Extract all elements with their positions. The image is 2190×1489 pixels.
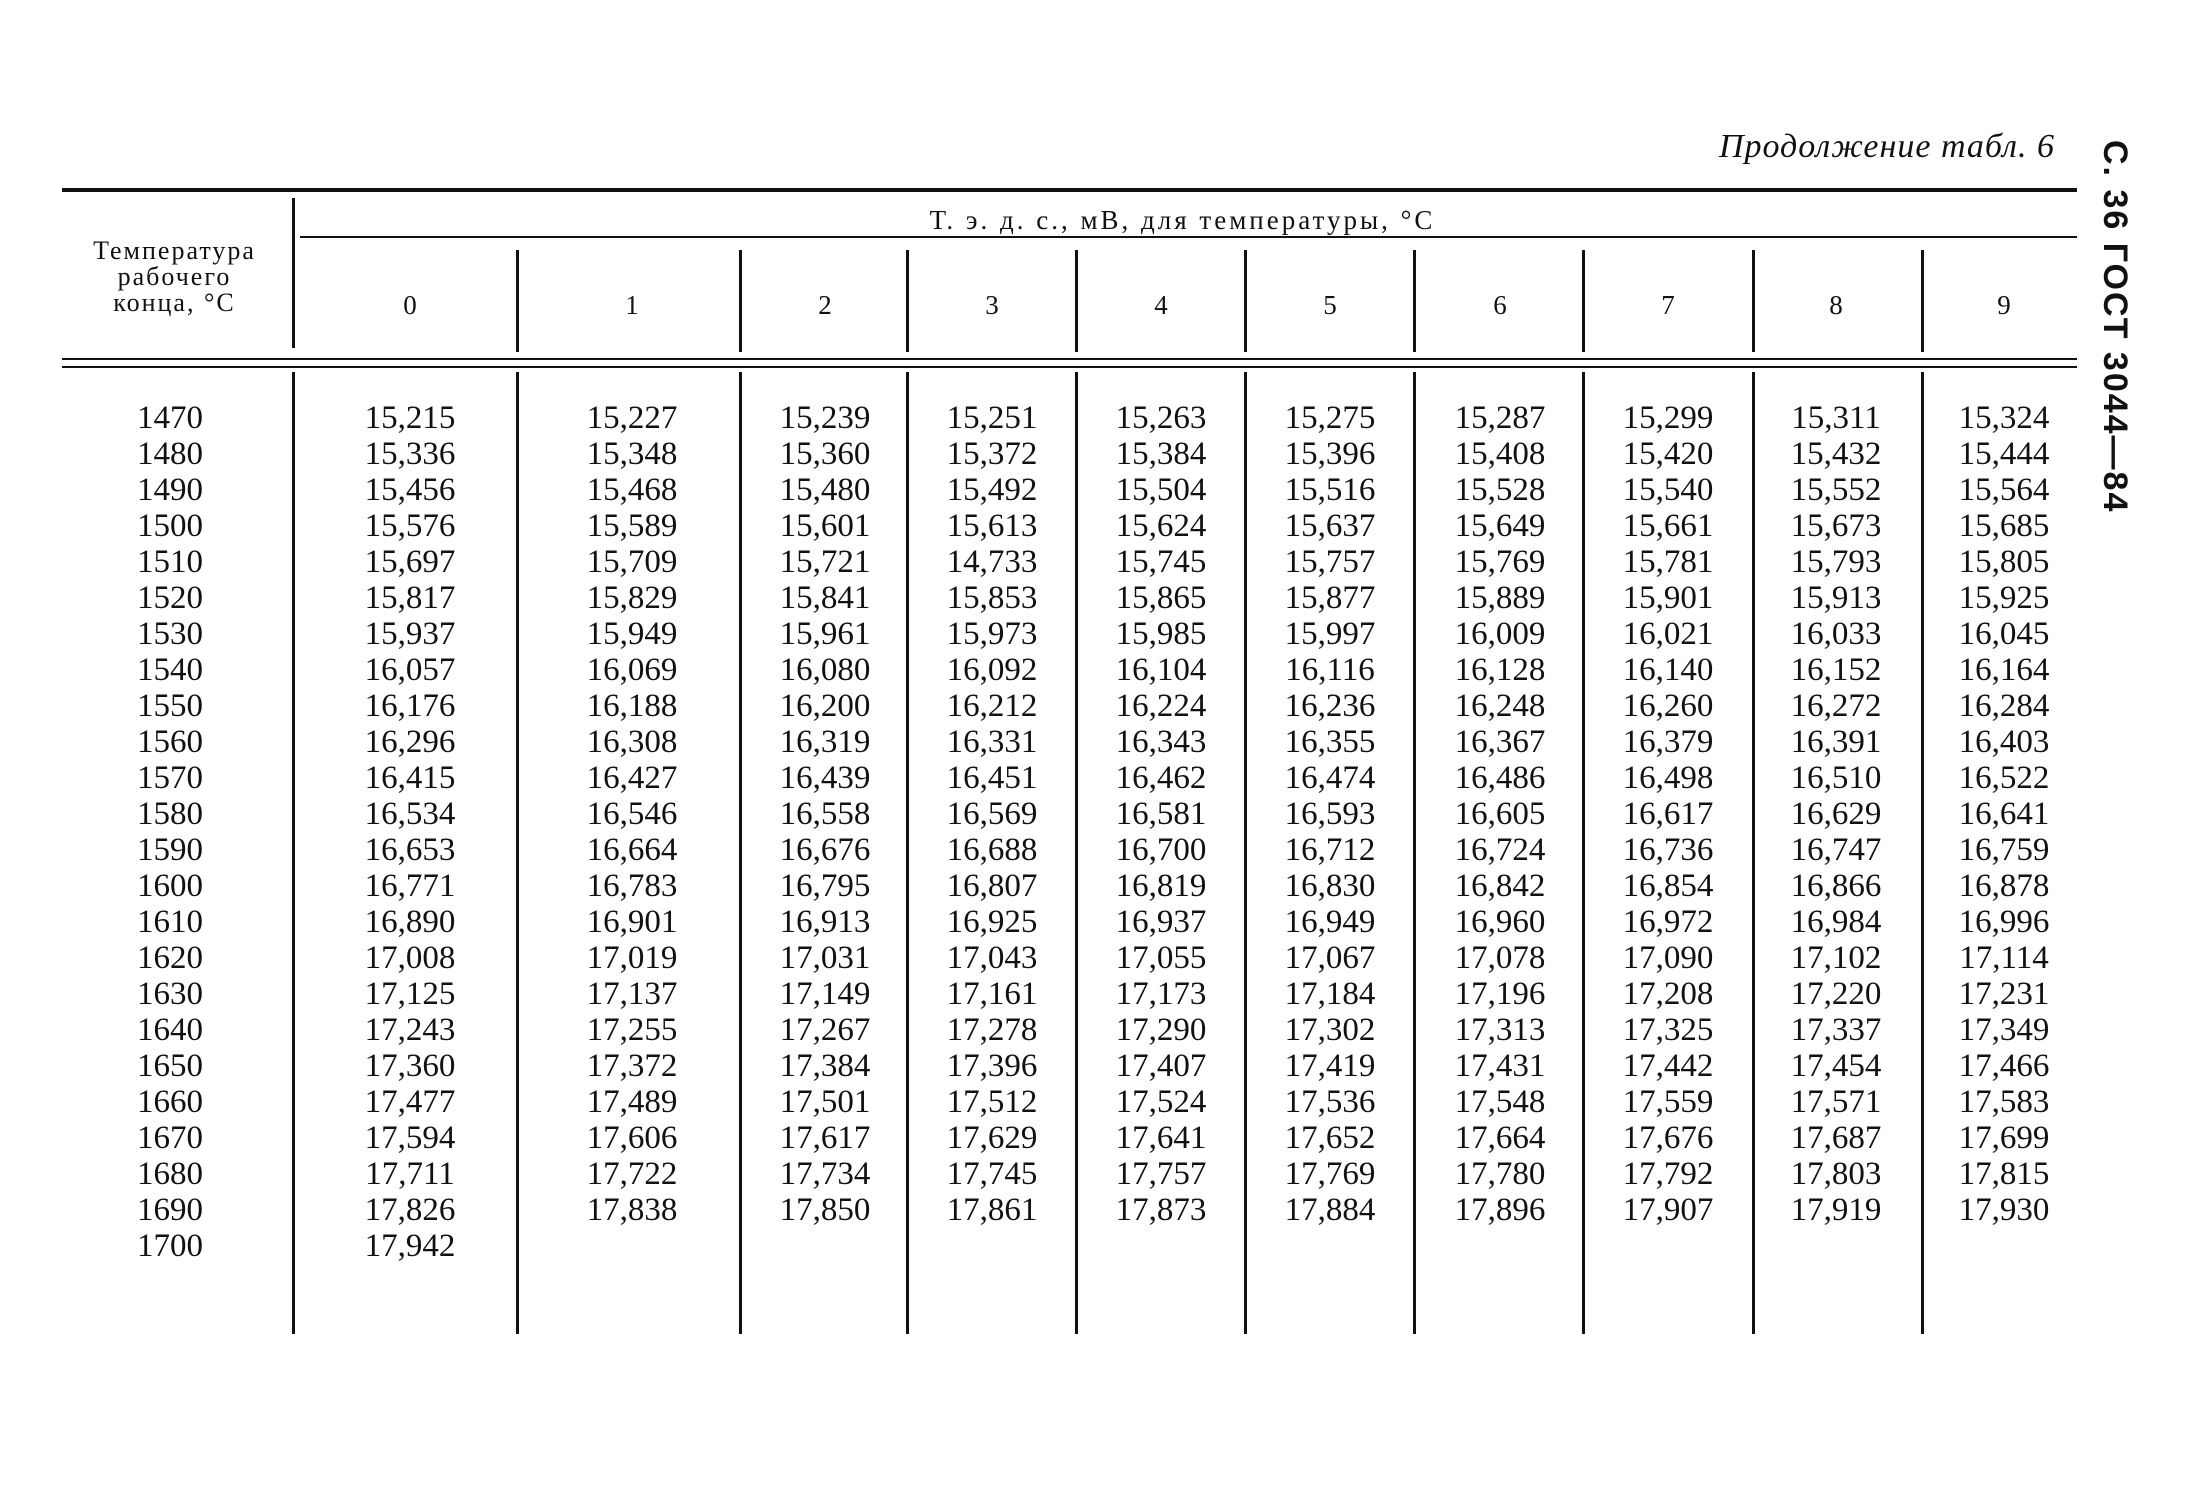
- table-cell: 17,722: [586, 1156, 678, 1192]
- table-cell: 16,676: [779, 832, 871, 868]
- table-cell: 16,960: [1454, 904, 1546, 940]
- table-cell: 16,212: [946, 688, 1038, 724]
- table-cell: 15,913: [1790, 580, 1882, 616]
- table-cell: 15,251: [946, 400, 1038, 436]
- table-cell: 17,524: [1115, 1084, 1207, 1120]
- table-cell: 16,021: [1622, 616, 1714, 652]
- table-cell: 16,319: [779, 724, 871, 760]
- row-label: 1570: [137, 760, 203, 796]
- table-cell: 16,913: [779, 904, 871, 940]
- table-cell: 15,432: [1790, 436, 1882, 472]
- table-cell: 16,842: [1454, 868, 1546, 904]
- table-cell: 15,721: [779, 544, 871, 580]
- stub-header-line: рабочего: [117, 262, 232, 291]
- table-cell: 16,498: [1622, 760, 1714, 796]
- row-label: 1660: [137, 1084, 203, 1120]
- column-header: 4: [1154, 290, 1168, 320]
- table-cell: 16,925: [946, 904, 1038, 940]
- table-cell: 16,759: [1958, 832, 2050, 868]
- table-cell: 17,629: [946, 1120, 1038, 1156]
- row-label: 1510: [137, 544, 203, 580]
- row-label: 1540: [137, 652, 203, 688]
- table-cell: 15,937: [364, 616, 456, 652]
- table-cell: 16,272: [1790, 688, 1882, 724]
- table-cell: 17,861: [946, 1192, 1038, 1228]
- table-cell: 16,878: [1958, 868, 2050, 904]
- row-label: 1670: [137, 1120, 203, 1156]
- table-cell: 15,348: [586, 436, 678, 472]
- table-cell: 15,877: [1284, 580, 1376, 616]
- row-label: 1610: [137, 904, 203, 940]
- table-cell: 16,092: [946, 652, 1038, 688]
- table-cell: 16,403: [1958, 724, 2050, 760]
- table-cell: 17,255: [586, 1012, 678, 1048]
- row-label: 1530: [137, 616, 203, 652]
- column-header: 7: [1661, 290, 1675, 320]
- data-column-1: [562, 400, 702, 1228]
- table-cell: 16,236: [1284, 688, 1376, 724]
- table-cell: 17,114: [1959, 940, 2049, 976]
- table-cell: 17,407: [1115, 1048, 1207, 1084]
- table-cell: 16,700: [1115, 832, 1207, 868]
- table-cell: 16,069: [586, 652, 678, 688]
- table-cell: 17,078: [1454, 940, 1546, 976]
- table-cell: 16,688: [946, 832, 1038, 868]
- data-column-8: [1766, 400, 1906, 1228]
- table-top-rule: [62, 188, 2077, 192]
- row-label: 1650: [137, 1048, 203, 1084]
- spanning-header: Т. э. д. с., мВ, для температуры, °C: [929, 205, 1436, 235]
- table-cell: 17,055: [1115, 940, 1207, 976]
- table-cell: 17,090: [1622, 940, 1714, 976]
- table-cell: 17,196: [1454, 976, 1546, 1012]
- stub-header: [62, 238, 287, 316]
- table-cell: 15,589: [586, 508, 678, 544]
- row-label: 1680: [137, 1156, 203, 1192]
- data-column-4: [1091, 400, 1231, 1228]
- standard-number: С. 36 ГОСТ 3044—84: [2096, 140, 2134, 514]
- table-cell: 16,439: [779, 760, 871, 796]
- table-cell: 15,444: [1958, 436, 2050, 472]
- table-cell: 15,613: [946, 508, 1038, 544]
- table-cell: 15,889: [1454, 580, 1546, 616]
- table-cell: 17,512: [946, 1084, 1038, 1120]
- table-cell: 15,480: [779, 472, 871, 508]
- table-cell: 16,736: [1622, 832, 1714, 868]
- column-header: 5: [1323, 290, 1337, 320]
- table-cell: 15,709: [586, 544, 678, 580]
- table-cell: 17,652: [1284, 1120, 1376, 1156]
- table-cell: 17,606: [586, 1120, 678, 1156]
- table-cell: 16,116: [1285, 652, 1375, 688]
- header-span-rule: [300, 236, 2077, 238]
- table-cell: 17,699: [1958, 1120, 2050, 1156]
- table-cell: 15,817: [364, 580, 456, 616]
- column-header: 9: [1997, 290, 2011, 320]
- stub-header-line: конца, °C: [113, 288, 236, 317]
- table-cell: 15,468: [586, 472, 678, 508]
- table-cell: 15,901: [1622, 580, 1714, 616]
- table-cell: 17,930: [1958, 1192, 2050, 1228]
- table-cell: 15,311: [1791, 400, 1881, 436]
- table-cell: 16,462: [1115, 760, 1207, 796]
- row-label: 1690: [137, 1192, 203, 1228]
- table-cell: 15,528: [1454, 472, 1546, 508]
- column-header: 8: [1829, 290, 1843, 320]
- table-cell: 15,673: [1790, 508, 1882, 544]
- table-cell: 16,260: [1622, 688, 1714, 724]
- table-cell: 16,629: [1790, 796, 1882, 832]
- table-cell: 16,653: [364, 832, 456, 868]
- table-cell: 15,973: [946, 616, 1038, 652]
- table-cell: 15,324: [1958, 400, 2050, 436]
- table-cell: 16,996: [1958, 904, 2050, 940]
- table-cell: 17,149: [779, 976, 871, 1012]
- table-cell: 16,045: [1958, 616, 2050, 652]
- table-cell: 15,624: [1115, 508, 1207, 544]
- table-cell: 17,466: [1958, 1048, 2050, 1084]
- table-cell: 17,489: [586, 1084, 678, 1120]
- table-cell: 16,104: [1115, 652, 1207, 688]
- row-label: 1630: [137, 976, 203, 1012]
- table-cell: 17,419: [1284, 1048, 1376, 1084]
- table-cell: 15,372: [946, 436, 1038, 472]
- table-cell: 16,807: [946, 868, 1038, 904]
- table-cell: 17,243: [364, 1012, 456, 1048]
- table-cell: 17,919: [1790, 1192, 1882, 1228]
- table-cell: 16,128: [1454, 652, 1546, 688]
- data-column-9: [1934, 400, 2074, 1228]
- data-column-7: [1598, 400, 1738, 1228]
- table-cell: 15,456: [364, 472, 456, 508]
- table-cell: 16,558: [779, 796, 871, 832]
- table-cell: 16,747: [1790, 832, 1882, 868]
- table-cell: 15,805: [1958, 544, 2050, 580]
- table-cell: 17,896: [1454, 1192, 1546, 1228]
- table-cell: 16,057: [364, 652, 456, 688]
- table-cell: 15,865: [1115, 580, 1207, 616]
- row-label: 1590: [137, 832, 203, 868]
- table-cell: 16,176: [364, 688, 456, 724]
- table-cell: 16,664: [586, 832, 678, 868]
- table-cell: 16,296: [364, 724, 456, 760]
- table-cell: 16,581: [1115, 796, 1207, 832]
- table-cell: 16,534: [364, 796, 456, 832]
- table-cell: 16,984: [1790, 904, 1882, 940]
- table-cell: 16,379: [1622, 724, 1714, 760]
- table-cell: 17,019: [586, 940, 678, 976]
- table-cell: 17,873: [1115, 1192, 1207, 1228]
- table-cell: 17,536: [1284, 1084, 1376, 1120]
- table-cell: 17,349: [1958, 1012, 2050, 1048]
- table-cell: 17,102: [1790, 940, 1882, 976]
- table-cell: 16,415: [364, 760, 456, 796]
- table-cell: 16,200: [779, 688, 871, 724]
- table-cell: 15,829: [586, 580, 678, 616]
- table-cell: 15,576: [364, 508, 456, 544]
- row-label: 1520: [137, 580, 203, 616]
- table-cell: 17,548: [1454, 1084, 1546, 1120]
- table-cell: 17,008: [364, 940, 456, 976]
- table-cell: 15,949: [586, 616, 678, 652]
- table-cell: 17,067: [1284, 940, 1376, 976]
- table-cell: 17,360: [364, 1048, 456, 1084]
- table-cell: 16,284: [1958, 688, 2050, 724]
- table-cell: 17,396: [946, 1048, 1038, 1084]
- table-cell: 15,360: [779, 436, 871, 472]
- table-cell: 17,161: [946, 976, 1038, 1012]
- table-cell: 16,427: [586, 760, 678, 796]
- table-cell: 16,949: [1284, 904, 1376, 940]
- table-cell: 15,492: [946, 472, 1038, 508]
- table-cell: 15,769: [1454, 544, 1546, 580]
- table-cell: 15,697: [364, 544, 456, 580]
- table-cell: 17,031: [779, 940, 871, 976]
- table-cell: 17,850: [779, 1192, 871, 1228]
- table-cell: 16,712: [1284, 832, 1376, 868]
- table-cell: 17,442: [1622, 1048, 1714, 1084]
- row-label: 1640: [137, 1012, 203, 1048]
- table-cell: 17,454: [1790, 1048, 1882, 1084]
- column-header: 1: [625, 290, 639, 320]
- table-cell: 16,522: [1958, 760, 2050, 796]
- table-cell: 16,593: [1284, 796, 1376, 832]
- table-cell: 15,239: [779, 400, 871, 436]
- table-cell: 17,826: [364, 1192, 456, 1228]
- table-cell: 17,173: [1115, 976, 1207, 1012]
- table-cell: 17,676: [1622, 1120, 1714, 1156]
- table-cell: 16,152: [1790, 652, 1882, 688]
- column-header: 0: [403, 290, 417, 320]
- table-cell: 15,793: [1790, 544, 1882, 580]
- row-label: 1620: [137, 940, 203, 976]
- table-cell: 15,649: [1454, 508, 1546, 544]
- data-column-6: [1430, 400, 1570, 1228]
- table-cell: 15,396: [1284, 436, 1376, 472]
- table-cell: 17,313: [1454, 1012, 1546, 1048]
- table-cell: 15,601: [779, 508, 871, 544]
- table-cell: 17,594: [364, 1120, 456, 1156]
- table-cell: 16,474: [1284, 760, 1376, 796]
- table-cell: 16,331: [946, 724, 1038, 760]
- table-cell: 17,907: [1622, 1192, 1714, 1228]
- header-bottom-rule-2: [62, 366, 2077, 368]
- table-cell: 17,477: [364, 1084, 456, 1120]
- table-cell: 16,866: [1790, 868, 1882, 904]
- table-cell: 17,792: [1622, 1156, 1714, 1192]
- table-cell: 15,685: [1958, 508, 2050, 544]
- table-cell: 17,431: [1454, 1048, 1546, 1084]
- table-cell: 16,486: [1454, 760, 1546, 796]
- table-cell: 17,559: [1622, 1084, 1714, 1120]
- table-cell: 16,972: [1622, 904, 1714, 940]
- table-cell: 16,819: [1115, 868, 1207, 904]
- table-cell: 16,367: [1454, 724, 1546, 760]
- table-cell: 17,043: [946, 940, 1038, 976]
- table-cell: 16,569: [946, 796, 1038, 832]
- row-label: 1500: [137, 508, 203, 544]
- table-cell: 16,224: [1115, 688, 1207, 724]
- table-cell: 17,780: [1454, 1156, 1546, 1192]
- column-header: 3: [985, 290, 999, 320]
- table-cell: 15,564: [1958, 472, 2050, 508]
- table-cell: 17,267: [779, 1012, 871, 1048]
- table-cell: 16,248: [1454, 688, 1546, 724]
- table-cell: 16,343: [1115, 724, 1207, 760]
- table-cell: 16,033: [1790, 616, 1882, 652]
- table-cell: 17,942: [364, 1228, 456, 1264]
- table-cell: 16,355: [1284, 724, 1376, 760]
- table-cell: 16,617: [1622, 796, 1714, 832]
- row-label: 1550: [137, 688, 203, 724]
- table-cell: 16,188: [586, 688, 678, 724]
- table-cell: 17,641: [1115, 1120, 1207, 1156]
- table-cell: 15,263: [1115, 400, 1207, 436]
- data-column-3: [922, 400, 1062, 1228]
- table-cell: 16,164: [1958, 652, 2050, 688]
- table-cell: 15,781: [1622, 544, 1714, 580]
- stub-header-line: Температура: [93, 236, 256, 265]
- table-cell: 15,384: [1115, 436, 1207, 472]
- table-cell: 17,501: [779, 1084, 871, 1120]
- data-column-5: [1260, 400, 1400, 1228]
- table-cell: 15,336: [364, 436, 456, 472]
- row-label: 1580: [137, 796, 203, 832]
- table-cell: 16,937: [1115, 904, 1207, 940]
- table-cell: 17,583: [1958, 1084, 2050, 1120]
- data-column-2: [755, 400, 895, 1228]
- table-cell: 15,299: [1622, 400, 1714, 436]
- table-cell: 17,337: [1790, 1012, 1882, 1048]
- data-column-0: [340, 400, 480, 1264]
- table-cell: 15,925: [1958, 580, 2050, 616]
- table-cell: 15,757: [1284, 544, 1376, 580]
- table-cell: 16,391: [1790, 724, 1882, 760]
- table-cell: 16,605: [1454, 796, 1546, 832]
- table-cell: 16,901: [586, 904, 678, 940]
- table-cell: 15,637: [1284, 508, 1376, 544]
- table-cell: 17,302: [1284, 1012, 1376, 1048]
- table-cell: 16,009: [1454, 616, 1546, 652]
- row-label: 1490: [137, 472, 203, 508]
- row-label: 1700: [137, 1228, 203, 1264]
- table-cell: 17,325: [1622, 1012, 1714, 1048]
- table-cell: 17,220: [1790, 976, 1882, 1012]
- table-cell: 16,783: [586, 868, 678, 904]
- table-cell: 17,803: [1790, 1156, 1882, 1192]
- table-cell: 17,884: [1284, 1192, 1376, 1228]
- table-cell: 17,290: [1115, 1012, 1207, 1048]
- table-cell: 15,661: [1622, 508, 1714, 544]
- table-cell: 16,724: [1454, 832, 1546, 868]
- table-cell: 16,890: [364, 904, 456, 940]
- table-cell: 15,275: [1284, 400, 1376, 436]
- table-cell: 15,516: [1284, 472, 1376, 508]
- table-cell: 17,711: [365, 1156, 455, 1192]
- table-cell: 15,745: [1115, 544, 1207, 580]
- table-cell: 17,184: [1284, 976, 1376, 1012]
- table-cell: 16,771: [364, 868, 456, 904]
- table-cell: 17,571: [1790, 1084, 1882, 1120]
- row-label: 1600: [137, 868, 203, 904]
- table-cell: 17,278: [946, 1012, 1038, 1048]
- table-cell: 16,641: [1958, 796, 2050, 832]
- table-cell: 15,985: [1115, 616, 1207, 652]
- row-label: 1560: [137, 724, 203, 760]
- table-cell: 15,853: [946, 580, 1038, 616]
- table-cell: 15,420: [1622, 436, 1714, 472]
- row-label: 1480: [137, 436, 203, 472]
- table-cell: 16,795: [779, 868, 871, 904]
- table-cell: 15,961: [779, 616, 871, 652]
- table-cell: 16,451: [946, 760, 1038, 796]
- table-cell: 17,838: [586, 1192, 678, 1228]
- table-cell: 15,552: [1790, 472, 1882, 508]
- table-cell: 17,734: [779, 1156, 871, 1192]
- table-cell: 17,769: [1284, 1156, 1376, 1192]
- table-cell: 17,137: [586, 976, 678, 1012]
- column-header: 2: [818, 290, 832, 320]
- table-cell: 15,841: [779, 580, 871, 616]
- column-header: 6: [1493, 290, 1507, 320]
- table-cell: 17,745: [946, 1156, 1038, 1192]
- row-label: 1470: [137, 400, 203, 436]
- table-cell: 17,687: [1790, 1120, 1882, 1156]
- table-cell: 17,208: [1622, 976, 1714, 1012]
- table-cell: 16,510: [1790, 760, 1882, 796]
- table-cell: 17,372: [586, 1048, 678, 1084]
- table-cell: 15,215: [364, 400, 456, 436]
- table-cell: 16,830: [1284, 868, 1376, 904]
- table-cell: 17,815: [1958, 1156, 2050, 1192]
- table-cell: 14,733: [946, 544, 1038, 580]
- table-cell: 15,997: [1284, 616, 1376, 652]
- table-cell: 17,757: [1115, 1156, 1207, 1192]
- table-cell: 15,504: [1115, 472, 1207, 508]
- table-continuation-caption: Продолжение табл. 6: [1718, 128, 2055, 165]
- table-cell: 17,125: [364, 976, 456, 1012]
- table-cell: 16,854: [1622, 868, 1714, 904]
- table-cell: 16,546: [586, 796, 678, 832]
- table-cell: 15,408: [1454, 436, 1546, 472]
- table-cell: 17,617: [779, 1120, 871, 1156]
- row-labels-column: [95, 400, 245, 1264]
- table-cell: 16,080: [779, 652, 871, 688]
- table-cell: 16,308: [586, 724, 678, 760]
- table-cell: 15,287: [1454, 400, 1546, 436]
- table-cell: 15,227: [586, 400, 678, 436]
- table-cell: 17,664: [1454, 1120, 1546, 1156]
- table-cell: 17,231: [1958, 976, 2050, 1012]
- table-cell: 15,540: [1622, 472, 1714, 508]
- page-standard-header: [2096, 140, 2160, 514]
- table-cell: 17,384: [779, 1048, 871, 1084]
- header-bottom-rule-1: [62, 358, 2077, 360]
- table-cell: 16,140: [1622, 652, 1714, 688]
